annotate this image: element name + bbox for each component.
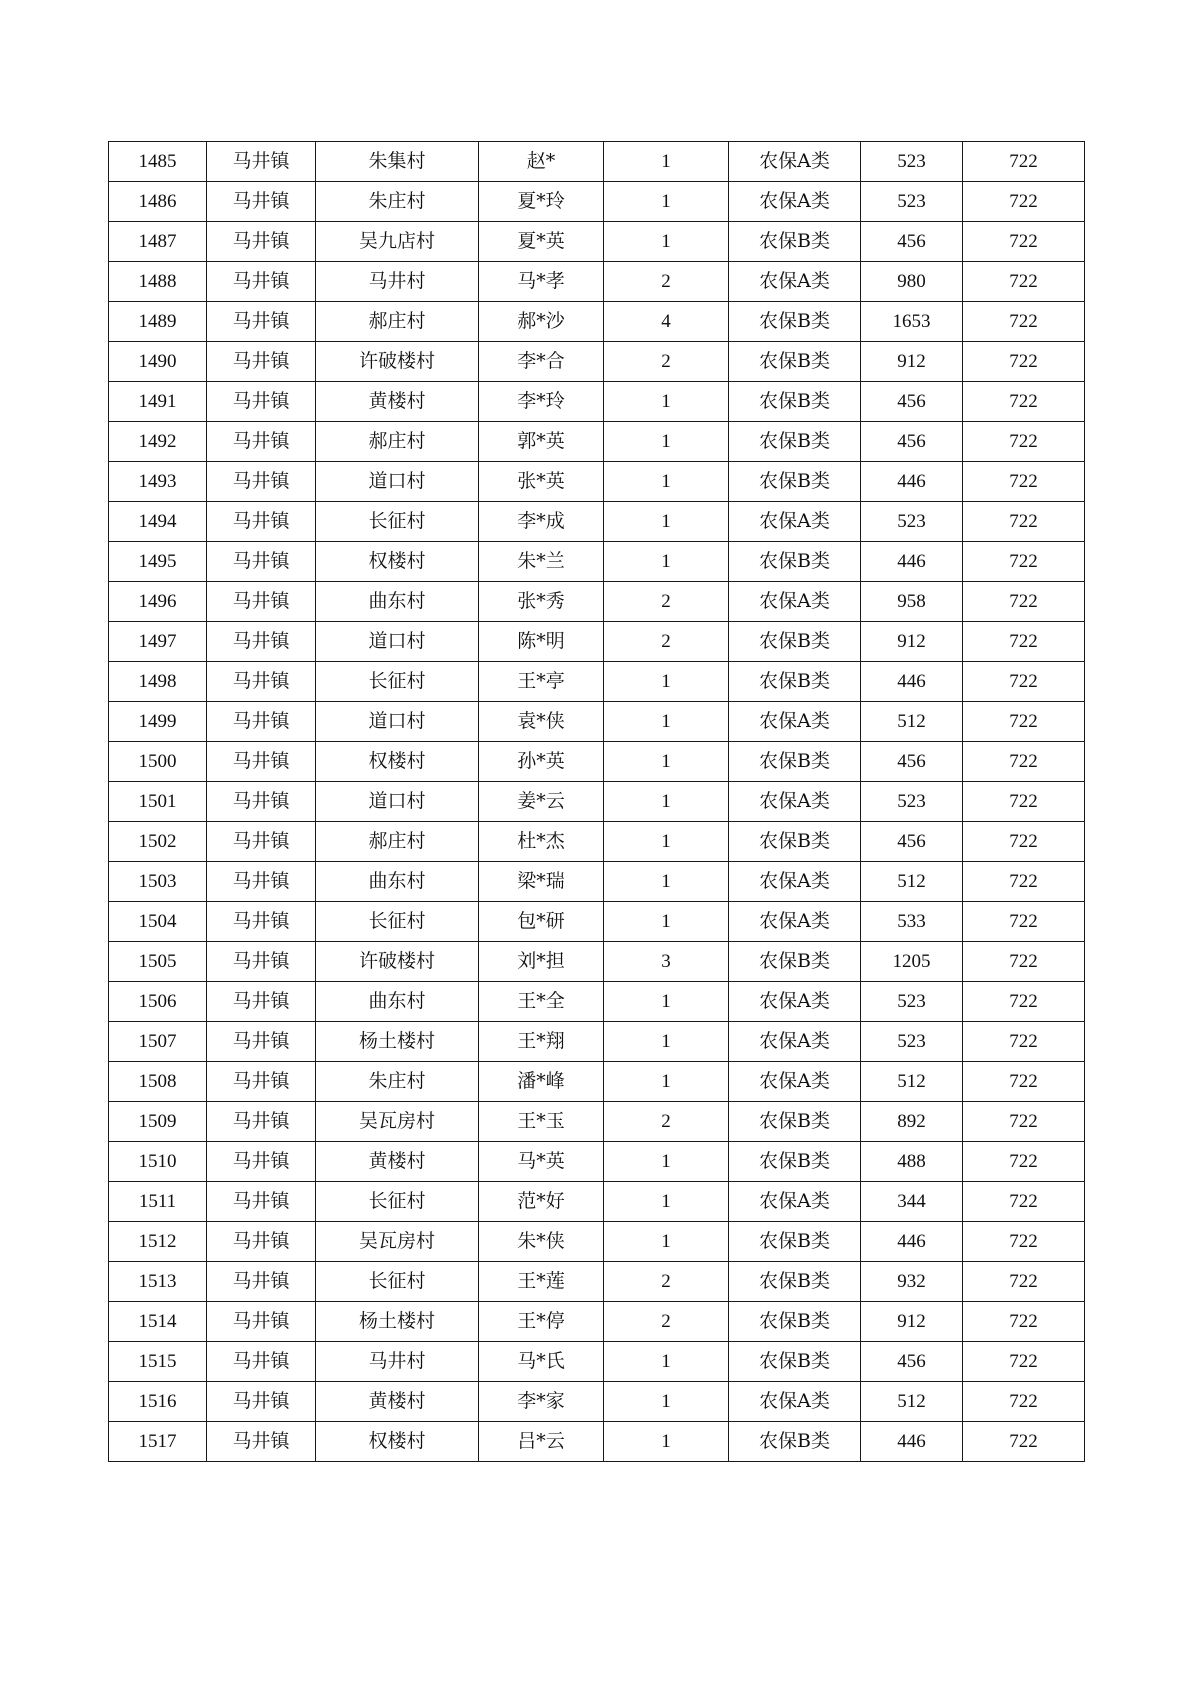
cell-name: 梁*瑞 (479, 862, 604, 902)
cell-insurance-type: 农保A类 (729, 1062, 861, 1102)
cell-amount: 512 (861, 1382, 963, 1422)
cell-town: 马井镇 (207, 142, 316, 182)
cell-household-count: 1 (604, 782, 729, 822)
cell-standard: 722 (963, 382, 1085, 422)
cell-row-number: 1486 (109, 182, 207, 222)
cell-insurance-type: 农保A类 (729, 782, 861, 822)
cell-standard: 722 (963, 542, 1085, 582)
cell-insurance-type: 农保A类 (729, 262, 861, 302)
table-row (109, 1302, 1085, 1342)
cell-standard: 722 (963, 742, 1085, 782)
table-row (109, 782, 1085, 822)
cell-village: 郝庄村 (316, 302, 479, 342)
cell-household-count: 1 (604, 982, 729, 1022)
cell-name: 李*合 (479, 342, 604, 382)
cell-standard: 722 (963, 1062, 1085, 1102)
cell-amount: 1653 (861, 302, 963, 342)
cell-household-count: 2 (604, 1102, 729, 1142)
cell-row-number: 1493 (109, 462, 207, 502)
cell-row-number: 1488 (109, 262, 207, 302)
cell-town: 马井镇 (207, 222, 316, 262)
cell-household-count: 2 (604, 1262, 729, 1302)
table-row (109, 1182, 1085, 1222)
cell-insurance-type: 农保B类 (729, 1102, 861, 1142)
cell-name: 李*成 (479, 502, 604, 542)
cell-town: 马井镇 (207, 862, 316, 902)
cell-amount: 932 (861, 1262, 963, 1302)
cell-name: 马*氏 (479, 1342, 604, 1382)
cell-name: 赵* (479, 142, 604, 182)
cell-town: 马井镇 (207, 1302, 316, 1342)
cell-town: 马井镇 (207, 1062, 316, 1102)
cell-standard: 722 (963, 502, 1085, 542)
cell-amount: 456 (861, 822, 963, 862)
cell-household-count: 1 (604, 1342, 729, 1382)
cell-amount: 912 (861, 1302, 963, 1342)
cell-insurance-type: 农保A类 (729, 182, 861, 222)
cell-insurance-type: 农保B类 (729, 1342, 861, 1382)
cell-town: 马井镇 (207, 1182, 316, 1222)
cell-standard: 722 (963, 662, 1085, 702)
cell-name: 吕*云 (479, 1422, 604, 1462)
cell-household-count: 3 (604, 942, 729, 982)
cell-standard: 722 (963, 1022, 1085, 1062)
cell-village: 道口村 (316, 702, 479, 742)
table-body (109, 142, 1085, 1462)
cell-household-count: 1 (604, 1062, 729, 1102)
cell-insurance-type: 农保B类 (729, 1302, 861, 1342)
cell-insurance-type: 农保A类 (729, 982, 861, 1022)
cell-insurance-type: 农保A类 (729, 582, 861, 622)
cell-amount: 523 (861, 782, 963, 822)
cell-standard: 722 (963, 422, 1085, 462)
cell-name: 王*停 (479, 1302, 604, 1342)
cell-village: 黄楼村 (316, 1382, 479, 1422)
table-row (109, 1142, 1085, 1182)
cell-insurance-type: 农保B类 (729, 302, 861, 342)
cell-village: 长征村 (316, 902, 479, 942)
cell-row-number: 1515 (109, 1342, 207, 1382)
cell-town: 马井镇 (207, 742, 316, 782)
cell-name: 朱*侠 (479, 1222, 604, 1262)
cell-standard: 722 (963, 1342, 1085, 1382)
cell-row-number: 1494 (109, 502, 207, 542)
cell-standard: 722 (963, 582, 1085, 622)
cell-row-number: 1490 (109, 342, 207, 382)
cell-household-count: 1 (604, 862, 729, 902)
cell-amount: 446 (861, 542, 963, 582)
cell-household-count: 2 (604, 622, 729, 662)
cell-insurance-type: 农保A类 (729, 862, 861, 902)
cell-standard: 722 (963, 262, 1085, 302)
table-row (109, 222, 1085, 262)
cell-village: 长征村 (316, 1182, 479, 1222)
cell-standard: 722 (963, 462, 1085, 502)
cell-amount: 523 (861, 182, 963, 222)
table-row (109, 582, 1085, 622)
cell-row-number: 1491 (109, 382, 207, 422)
cell-town: 马井镇 (207, 702, 316, 742)
cell-village: 吴瓦房村 (316, 1222, 479, 1262)
table-row (109, 822, 1085, 862)
cell-amount: 980 (861, 262, 963, 302)
table-row (109, 622, 1085, 662)
cell-insurance-type: 农保B类 (729, 462, 861, 502)
cell-amount: 446 (861, 1422, 963, 1462)
cell-name: 潘*峰 (479, 1062, 604, 1102)
cell-name: 朱*兰 (479, 542, 604, 582)
cell-town: 马井镇 (207, 1382, 316, 1422)
cell-standard: 722 (963, 1142, 1085, 1182)
cell-town: 马井镇 (207, 1102, 316, 1142)
cell-village: 许破楼村 (316, 342, 479, 382)
cell-name: 王*亭 (479, 662, 604, 702)
cell-village: 曲东村 (316, 982, 479, 1022)
cell-insurance-type: 农保B类 (729, 1422, 861, 1462)
cell-town: 马井镇 (207, 902, 316, 942)
cell-town: 马井镇 (207, 662, 316, 702)
cell-town: 马井镇 (207, 422, 316, 462)
cell-row-number: 1517 (109, 1422, 207, 1462)
cell-name: 郝*沙 (479, 302, 604, 342)
cell-household-count: 1 (604, 662, 729, 702)
table-row (109, 342, 1085, 382)
cell-town: 马井镇 (207, 342, 316, 382)
cell-name: 姜*云 (479, 782, 604, 822)
cell-insurance-type: 农保B类 (729, 942, 861, 982)
cell-standard: 722 (963, 182, 1085, 222)
cell-row-number: 1512 (109, 1222, 207, 1262)
cell-village: 吴九店村 (316, 222, 479, 262)
cell-household-count: 2 (604, 342, 729, 382)
cell-household-count: 1 (604, 1222, 729, 1262)
cell-amount: 958 (861, 582, 963, 622)
cell-village: 权楼村 (316, 1422, 479, 1462)
cell-household-count: 2 (604, 1302, 729, 1342)
cell-standard: 722 (963, 702, 1085, 742)
cell-insurance-type: 农保B类 (729, 222, 861, 262)
cell-household-count: 1 (604, 1022, 729, 1062)
cell-row-number: 1516 (109, 1382, 207, 1422)
cell-household-count: 1 (604, 1142, 729, 1182)
cell-town: 马井镇 (207, 1142, 316, 1182)
cell-village: 道口村 (316, 622, 479, 662)
cell-town: 马井镇 (207, 942, 316, 982)
cell-amount: 456 (861, 382, 963, 422)
cell-amount: 456 (861, 1342, 963, 1382)
cell-row-number: 1499 (109, 702, 207, 742)
cell-amount: 523 (861, 1022, 963, 1062)
cell-insurance-type: 农保B类 (729, 342, 861, 382)
cell-name: 袁*侠 (479, 702, 604, 742)
cell-town: 马井镇 (207, 1342, 316, 1382)
cell-name: 张*英 (479, 462, 604, 502)
cell-town: 马井镇 (207, 622, 316, 662)
cell-village: 曲东村 (316, 582, 479, 622)
cell-village: 长征村 (316, 502, 479, 542)
cell-standard: 722 (963, 782, 1085, 822)
cell-town: 马井镇 (207, 782, 316, 822)
cell-town: 马井镇 (207, 262, 316, 302)
table-row (109, 1062, 1085, 1102)
cell-row-number: 1496 (109, 582, 207, 622)
cell-village: 权楼村 (316, 542, 479, 582)
cell-amount: 512 (861, 702, 963, 742)
cell-row-number: 1505 (109, 942, 207, 982)
cell-name: 范*好 (479, 1182, 604, 1222)
cell-insurance-type: 农保B类 (729, 622, 861, 662)
cell-row-number: 1501 (109, 782, 207, 822)
cell-village: 曲东村 (316, 862, 479, 902)
cell-village: 道口村 (316, 782, 479, 822)
cell-village: 长征村 (316, 662, 479, 702)
table-row (109, 382, 1085, 422)
cell-standard: 722 (963, 302, 1085, 342)
cell-household-count: 1 (604, 702, 729, 742)
cell-town: 马井镇 (207, 542, 316, 582)
table-row (109, 422, 1085, 462)
cell-row-number: 1502 (109, 822, 207, 862)
cell-standard: 722 (963, 1262, 1085, 1302)
cell-amount: 446 (861, 662, 963, 702)
cell-name: 陈*明 (479, 622, 604, 662)
cell-amount: 523 (861, 502, 963, 542)
cell-household-count: 2 (604, 582, 729, 622)
cell-insurance-type: 农保A类 (729, 142, 861, 182)
cell-row-number: 1495 (109, 542, 207, 582)
cell-insurance-type: 农保B类 (729, 1142, 861, 1182)
cell-household-count: 1 (604, 382, 729, 422)
cell-amount: 488 (861, 1142, 963, 1182)
cell-standard: 722 (963, 1302, 1085, 1342)
cell-town: 马井镇 (207, 182, 316, 222)
cell-household-count: 1 (604, 182, 729, 222)
cell-amount: 456 (861, 222, 963, 262)
cell-village: 杨土楼村 (316, 1022, 479, 1062)
cell-household-count: 1 (604, 902, 729, 942)
cell-name: 马*英 (479, 1142, 604, 1182)
cell-amount: 512 (861, 862, 963, 902)
cell-household-count: 1 (604, 1422, 729, 1462)
cell-village: 长征村 (316, 1262, 479, 1302)
cell-village: 朱集村 (316, 142, 479, 182)
cell-amount: 512 (861, 1062, 963, 1102)
cell-name: 李*玲 (479, 382, 604, 422)
table-row (109, 702, 1085, 742)
cell-row-number: 1489 (109, 302, 207, 342)
table-row (109, 1382, 1085, 1422)
cell-village: 权楼村 (316, 742, 479, 782)
cell-insurance-type: 农保B类 (729, 822, 861, 862)
cell-standard: 722 (963, 142, 1085, 182)
cell-town: 马井镇 (207, 502, 316, 542)
cell-village: 郝庄村 (316, 822, 479, 862)
cell-insurance-type: 农保A类 (729, 1182, 861, 1222)
table-row (109, 982, 1085, 1022)
table-row (109, 1022, 1085, 1062)
cell-row-number: 1485 (109, 142, 207, 182)
table-row (109, 462, 1085, 502)
table-row (109, 1262, 1085, 1302)
cell-village: 黄楼村 (316, 382, 479, 422)
cell-insurance-type: 农保B类 (729, 1262, 861, 1302)
cell-household-count: 1 (604, 222, 729, 262)
table-row (109, 862, 1085, 902)
cell-name: 王*全 (479, 982, 604, 1022)
cell-insurance-type: 农保B类 (729, 542, 861, 582)
cell-amount: 456 (861, 742, 963, 782)
cell-insurance-type: 农保A类 (729, 1382, 861, 1422)
table-row (109, 902, 1085, 942)
cell-standard: 722 (963, 942, 1085, 982)
cell-insurance-type: 农保A类 (729, 702, 861, 742)
cell-name: 杜*杰 (479, 822, 604, 862)
cell-village: 黄楼村 (316, 1142, 479, 1182)
cell-row-number: 1509 (109, 1102, 207, 1142)
cell-name: 马*孝 (479, 262, 604, 302)
table-row (109, 502, 1085, 542)
cell-town: 马井镇 (207, 1422, 316, 1462)
table-row (109, 1222, 1085, 1262)
cell-standard: 722 (963, 342, 1085, 382)
cell-name: 王*翔 (479, 1022, 604, 1062)
cell-row-number: 1498 (109, 662, 207, 702)
cell-amount: 523 (861, 982, 963, 1022)
cell-town: 马井镇 (207, 982, 316, 1022)
cell-household-count: 1 (604, 502, 729, 542)
cell-row-number: 1503 (109, 862, 207, 902)
cell-name: 张*秀 (479, 582, 604, 622)
cell-village: 道口村 (316, 462, 479, 502)
cell-household-count: 1 (604, 462, 729, 502)
cell-village: 马井村 (316, 1342, 479, 1382)
cell-insurance-type: 农保B类 (729, 662, 861, 702)
cell-amount: 446 (861, 1222, 963, 1262)
cell-insurance-type: 农保B类 (729, 422, 861, 462)
cell-row-number: 1510 (109, 1142, 207, 1182)
cell-name: 夏*玲 (479, 182, 604, 222)
cell-town: 马井镇 (207, 462, 316, 502)
cell-standard: 722 (963, 902, 1085, 942)
cell-amount: 344 (861, 1182, 963, 1222)
table-row (109, 302, 1085, 342)
cell-amount: 523 (861, 142, 963, 182)
cell-standard: 722 (963, 1102, 1085, 1142)
table-row (109, 662, 1085, 702)
cell-standard: 722 (963, 862, 1085, 902)
table-row (109, 542, 1085, 582)
table-row (109, 182, 1085, 222)
cell-town: 马井镇 (207, 1262, 316, 1302)
cell-standard: 722 (963, 1182, 1085, 1222)
cell-amount: 912 (861, 622, 963, 662)
cell-village: 吴瓦房村 (316, 1102, 479, 1142)
cell-row-number: 1507 (109, 1022, 207, 1062)
cell-row-number: 1487 (109, 222, 207, 262)
cell-name: 李*家 (479, 1382, 604, 1422)
cell-row-number: 1514 (109, 1302, 207, 1342)
cell-household-count: 1 (604, 742, 729, 782)
cell-row-number: 1497 (109, 622, 207, 662)
cell-amount: 456 (861, 422, 963, 462)
cell-standard: 722 (963, 982, 1085, 1022)
cell-village: 杨土楼村 (316, 1302, 479, 1342)
cell-row-number: 1513 (109, 1262, 207, 1302)
cell-insurance-type: 农保B类 (729, 742, 861, 782)
cell-standard: 722 (963, 822, 1085, 862)
cell-town: 马井镇 (207, 1022, 316, 1062)
table-row (109, 262, 1085, 302)
cell-amount: 446 (861, 462, 963, 502)
cell-household-count: 1 (604, 542, 729, 582)
cell-household-count: 2 (604, 262, 729, 302)
cell-standard: 722 (963, 622, 1085, 662)
cell-amount: 892 (861, 1102, 963, 1142)
cell-name: 郭*英 (479, 422, 604, 462)
cell-household-count: 4 (604, 302, 729, 342)
cell-name: 王*玉 (479, 1102, 604, 1142)
cell-insurance-type: 农保A类 (729, 1022, 861, 1062)
cell-name: 孙*英 (479, 742, 604, 782)
cell-town: 马井镇 (207, 302, 316, 342)
cell-name: 夏*英 (479, 222, 604, 262)
table-row (109, 742, 1085, 782)
cell-insurance-type: 农保B类 (729, 1222, 861, 1262)
cell-household-count: 1 (604, 1182, 729, 1222)
cell-town: 马井镇 (207, 582, 316, 622)
cell-row-number: 1506 (109, 982, 207, 1022)
cell-village: 马井村 (316, 262, 479, 302)
cell-row-number: 1508 (109, 1062, 207, 1102)
cell-amount: 1205 (861, 942, 963, 982)
cell-amount: 533 (861, 902, 963, 942)
table-row (109, 1102, 1085, 1142)
cell-village: 许破楼村 (316, 942, 479, 982)
cell-insurance-type: 农保A类 (729, 902, 861, 942)
cell-town: 马井镇 (207, 1222, 316, 1262)
cell-row-number: 1511 (109, 1182, 207, 1222)
cell-standard: 722 (963, 1422, 1085, 1462)
cell-standard: 722 (963, 1222, 1085, 1262)
cell-standard: 722 (963, 1382, 1085, 1422)
cell-standard: 722 (963, 222, 1085, 262)
table-row (109, 142, 1085, 182)
cell-town: 马井镇 (207, 822, 316, 862)
cell-household-count: 1 (604, 822, 729, 862)
cell-row-number: 1492 (109, 422, 207, 462)
cell-town: 马井镇 (207, 382, 316, 422)
cell-household-count: 1 (604, 1382, 729, 1422)
table-row (109, 942, 1085, 982)
table-row (109, 1422, 1085, 1462)
data-table (108, 141, 1085, 1462)
cell-name: 包*研 (479, 902, 604, 942)
cell-name: 刘*担 (479, 942, 604, 982)
cell-name: 王*莲 (479, 1262, 604, 1302)
cell-row-number: 1504 (109, 902, 207, 942)
cell-household-count: 1 (604, 422, 729, 462)
cell-village: 郝庄村 (316, 422, 479, 462)
cell-village: 朱庄村 (316, 182, 479, 222)
cell-insurance-type: 农保B类 (729, 382, 861, 422)
table-row (109, 1342, 1085, 1382)
cell-amount: 912 (861, 342, 963, 382)
cell-household-count: 1 (604, 142, 729, 182)
cell-row-number: 1500 (109, 742, 207, 782)
cell-village: 朱庄村 (316, 1062, 479, 1102)
cell-insurance-type: 农保A类 (729, 502, 861, 542)
